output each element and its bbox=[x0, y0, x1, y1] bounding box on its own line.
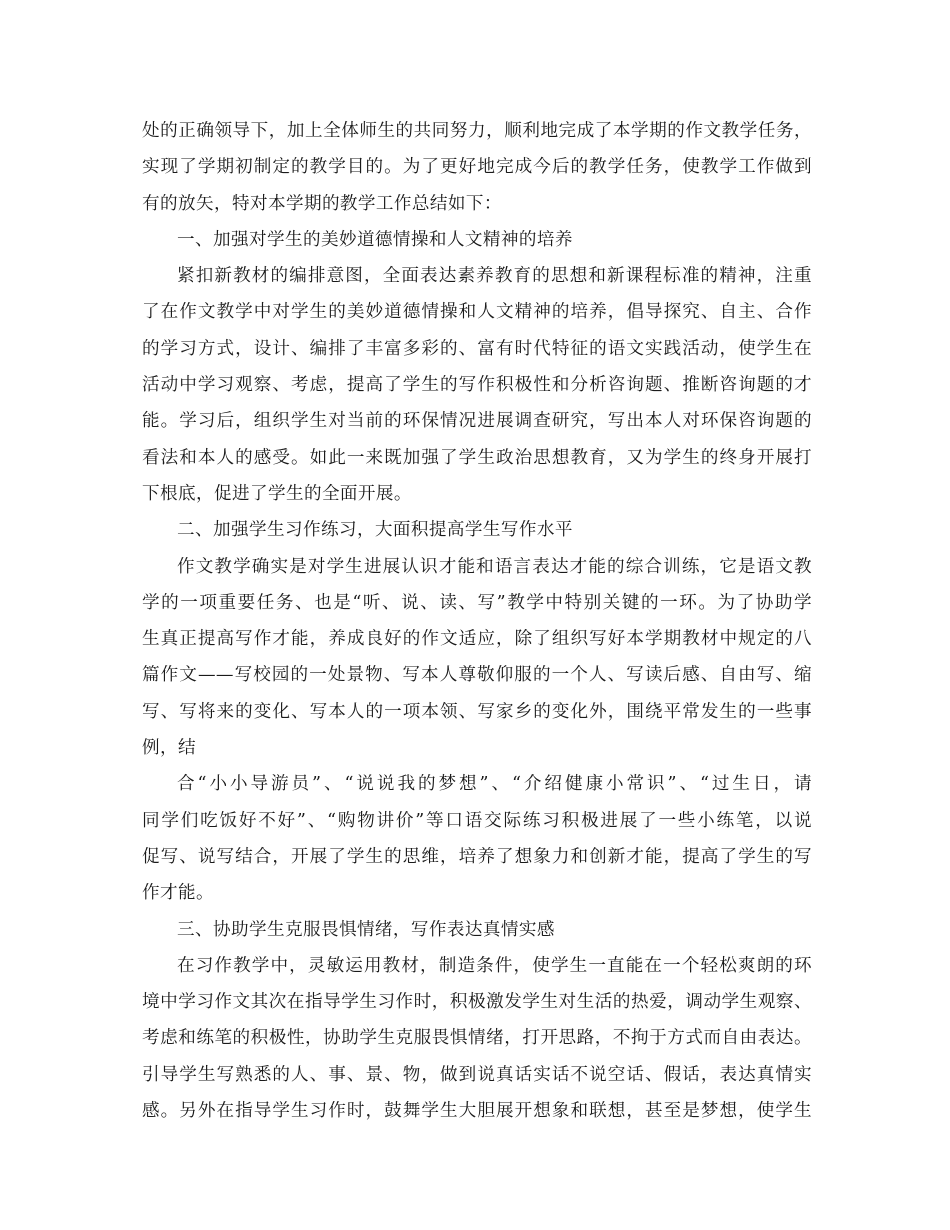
paragraph-line: 处的正确领导下，加上全体师生的共同努力，顺利地完成了本学期的作文教学任务， bbox=[142, 121, 812, 141]
paragraph-line: 紧扣新教材的编排意图，全面表达素养教育的思想和新课程标准的精神，注重 bbox=[177, 266, 812, 287]
paragraph-line: 了在作文教学中对学生的美妙道德情操和人文精神的培养，倡导探究、自主、合作 bbox=[142, 302, 812, 323]
paragraph-line: 能。学习后，组织学生对当前的环保情况进展调查研究，写出本人对环保咨询题的 bbox=[142, 411, 812, 432]
paragraph-line: 看法和本人的感受。如此一来既加强了学生政治思想教育，又为学生的终身开展打 bbox=[142, 447, 812, 468]
paragraph-line: 同学们吃饭好不好”、“购物讲价”等口语交际练习积极进展了一些小练笔，以说 bbox=[142, 810, 812, 831]
paragraph-line: 引导学生写熟悉的人、事、景、物，做到说真话实话不说空话、假话，表达真情实 bbox=[142, 1064, 812, 1085]
paragraph-line: 感。另外在指导学生习作时，鼓舞学生大胆展开想象和联想，甚至是梦想，使学生 bbox=[142, 1101, 812, 1122]
section-heading: 一、加强对学生的美妙道德情操和人文精神的培养 bbox=[177, 229, 573, 250]
paragraph-line: 生真正提高写作才能，养成良好的作文适应，除了组织写好本学期教材中规定的八 bbox=[142, 629, 812, 650]
paragraph-line: 境中学习作文其次在指导学生习作时，积极激发学生对生活的热爱，调动学生观察、 bbox=[142, 992, 812, 1013]
paragraph-line: 考虑和练笔的积极性，协助学生克服畏惧情绪，打开思路，不拘于方式而自由表达。 bbox=[142, 1028, 812, 1049]
paragraph-line: 有的放矢，特对本学期的教学工作总结如下： bbox=[142, 193, 502, 214]
section-heading: 三、协助学生克服畏惧情绪，写作表达真情实感 bbox=[177, 919, 555, 940]
paragraph-line: 在习作教学中，灵敏运用教材，制造条件，使学生一直能在一个轻松爽朗的环 bbox=[177, 955, 812, 976]
document-page bbox=[142, 113, 812, 1129]
paragraph-line: 写、写将来的变化、写本人的一项本领、写家乡的变化外，围绕平常发生的一些事 bbox=[142, 701, 812, 722]
section-heading: 二、加强学生习作练习，大面积提高学生写作水平 bbox=[177, 520, 573, 541]
paragraph-line: 篇作文——写校园的一处景物、写本人尊敬仰服的一个人、写读后感、自由写、缩 bbox=[142, 665, 812, 686]
paragraph-line: 学的一项重要任务、也是“听、说、读、写”教学中特别关键的一环。为了协助学 bbox=[142, 592, 812, 613]
paragraph-line: 作文教学确实是对学生进展认识才能和语言表达才能的综合训练，它是语文教 bbox=[177, 556, 812, 577]
paragraph-line: 合“小小导游员”、“说说我的梦想”、“介绍健康小常识”、“过生日，请 bbox=[177, 774, 812, 795]
paragraph-line: 实现了学期初制定的教学目的。为了更好地完成今后的教学任务，使教学工作做到 bbox=[142, 157, 812, 178]
paragraph-line: 的学习方式，设计、编排了丰富多彩的、富有时代特征的语文实践活动，使学生在 bbox=[142, 338, 812, 359]
paragraph-line: 促写、说写结合，开展了学生的思维，培养了想象力和创新才能，提高了学生的写 bbox=[142, 846, 812, 867]
paragraph-line: 活动中学习观察、考虑，提高了学生的写作积极性和分析咨询题、推断咨询题的才 bbox=[142, 375, 812, 396]
paragraph-line: 下根底，促进了学生的全面开展。 bbox=[142, 483, 412, 504]
paragraph-line: 作才能。 bbox=[142, 883, 214, 904]
paragraph-line: 例，结 bbox=[142, 738, 196, 759]
